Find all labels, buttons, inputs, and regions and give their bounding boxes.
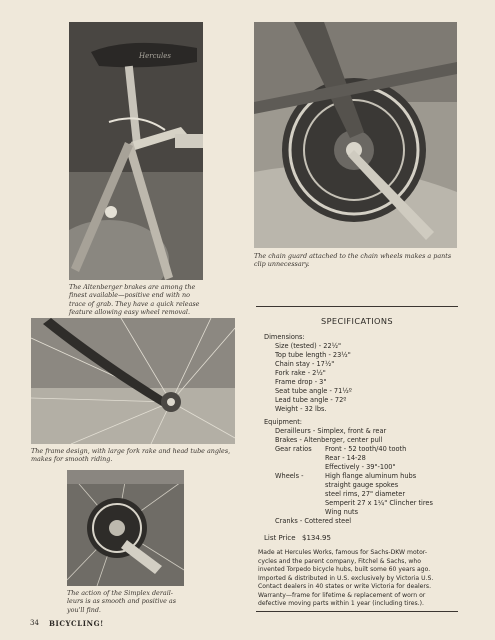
spec-gear-effective: Effectively - 39"-100" — [325, 463, 396, 471]
page-number: 34 — [30, 619, 39, 627]
spec-dimension: Chain stay - 17½" — [275, 360, 335, 368]
caption-chain-guard: The chain guard attached to the chain wheels makes a pants clip unnecessary. — [254, 252, 452, 269]
photo-frame-fork — [31, 318, 235, 444]
spec-dimension: Top tube length - 23½" — [275, 351, 351, 359]
spec-top-rule — [256, 306, 458, 307]
spec-dimensions-heading: Dimensions: — [264, 333, 305, 341]
spec-equipment-heading: Equipment: — [264, 418, 303, 426]
caption-derailleur: The action of the Simplex derail- leurs is as smooth and positive as you'll find. — [67, 589, 176, 614]
spec-blurb: Made at Hercules Works, famous for Sachs-DKW motor- cycles and the parent company, Fitchel & Sachs, who invented Torpedo bicycle hubs, built some 60 years ago. Imported & distributed in U.S. exclusively by Victoria U.S. Contact dealers in 40 states or write Victoria for dealers. Warranty—frame for lifetime & replacement of worn or defective moving parts within 1 year (including tires.). — [258, 549, 434, 607]
spec-gear-ratios-label: Gear ratios — [275, 445, 312, 453]
spec-dimension: Fork rake - 2½" — [275, 369, 326, 377]
saddle-brand: Hercules — [139, 52, 171, 60]
spec-dimension: Seat tube angle - 71½º — [275, 387, 352, 395]
photo-saddle-brakes — [69, 22, 203, 280]
spec-gear-front: Front - 52 tooth/40 tooth — [325, 445, 407, 453]
spec-wheels: straight gauge spokes — [325, 481, 399, 489]
spec-wheels: Semperit 27 x 1¼" Clincher tires — [325, 499, 433, 507]
spec-derailleurs: Derailleurs - Simplex, front & rear — [275, 427, 387, 435]
spec-title: SPECIFICATIONS — [320, 316, 394, 326]
spec-cranks: Cranks - Cottered steel — [275, 517, 352, 525]
spec-dimension: Lead tube angle - 72º — [275, 396, 347, 404]
magazine-title: BICYCLING! — [49, 619, 104, 628]
spec-wheels: Wing nuts — [325, 508, 359, 516]
spec-dimension: Weight - 32 lbs. — [275, 405, 327, 413]
photo-chain-guard — [254, 22, 457, 248]
caption-brakes: The Altenberger brakes are among the finest available—positive end with no trace of grab. They have a quick release feature allowing easy wheel removal. — [69, 283, 200, 317]
photo-derailleur — [67, 470, 184, 586]
spec-dimension: Size (tested) - 22½" — [275, 342, 342, 350]
spec-bottom-rule — [256, 611, 458, 612]
caption-frame: The frame design, with large fork rake and head tube angles, makes for smooth riding. — [31, 447, 231, 464]
spec-list-price: $134.95 — [302, 534, 331, 542]
spec-gear-rear: Rear - 14-28 — [325, 454, 366, 462]
spec-wheels: steel rims, 27" diameter — [325, 490, 406, 498]
spec-brakes: Brakes - Altenberger, center pull — [275, 436, 383, 444]
spec-wheels-label: Wheels - — [275, 472, 304, 480]
spec-dimension: Frame drop - 3" — [275, 378, 327, 386]
spec-list-price-label: List Price — [264, 534, 296, 542]
spec-wheels: High flange aluminum hubs — [325, 472, 417, 480]
